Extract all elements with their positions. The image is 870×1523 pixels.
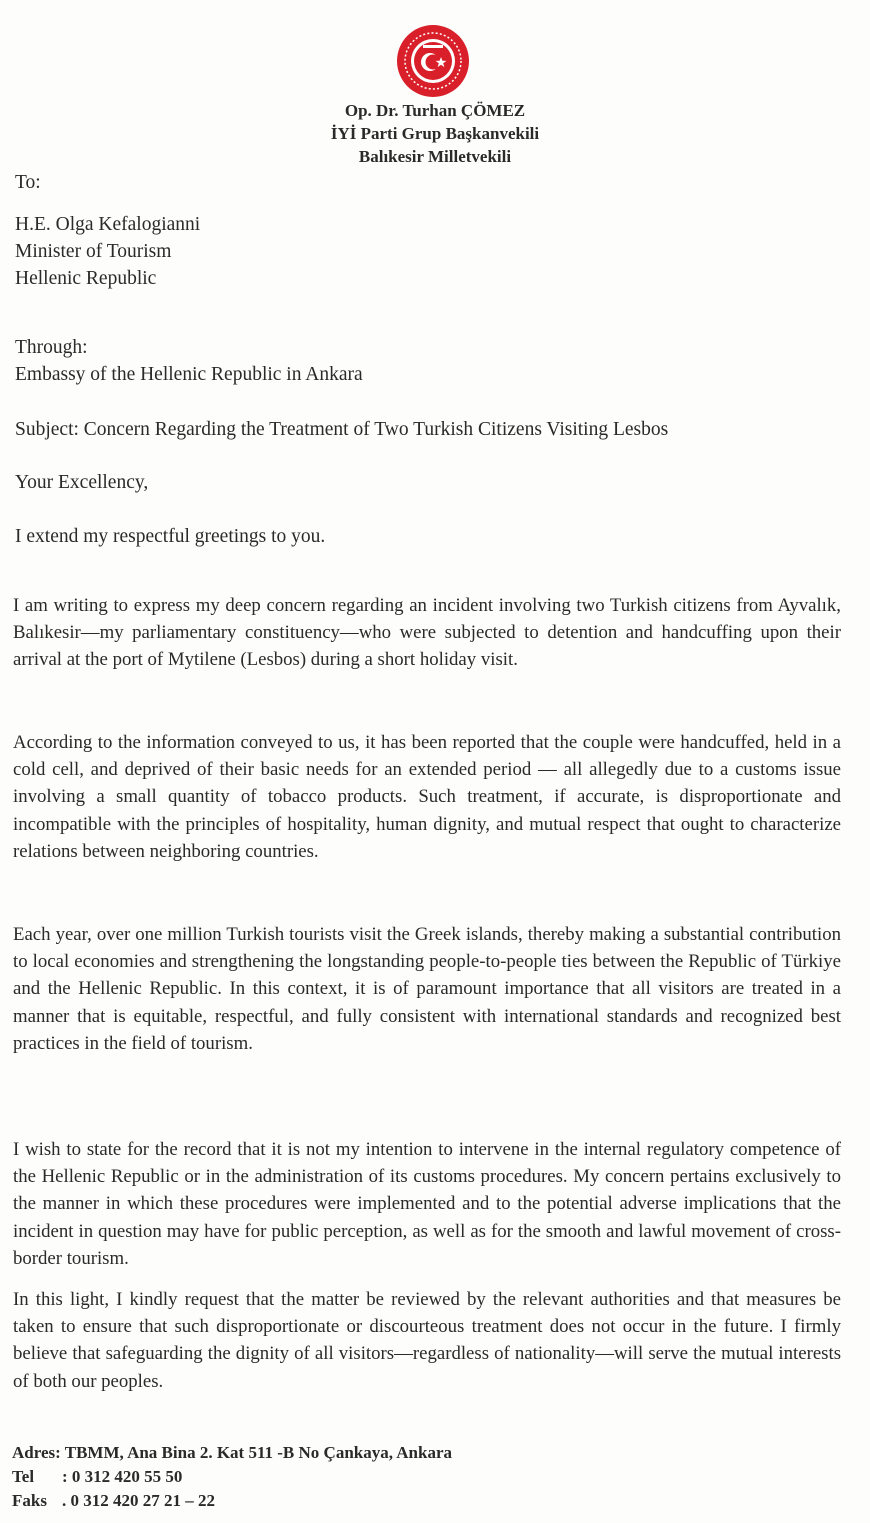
sender-constituency: Balıkesir Milletvekili <box>358 147 512 166</box>
recipient-title: Minister of Tourism <box>15 241 172 262</box>
greeting: I extend my respectful greetings to you. <box>15 526 326 547</box>
body-paragraph: I am writing to express my deep concern regarding an incident involving two Turkish citizens from Ayvalık, Balıkesir—my parliamentary constituency—who were subjected to detention and handcuffing upon their arrival at the port of Mytilene (Lesbos) during a short holiday visit. <box>13 595 841 671</box>
body-paragraph: Each year, over one million Turkish tourists visit the Greek islands, thereby making a substantial contribution to local economies and strengthening the longstanding people-to-people ties between the Republic of Türkiye and the Hellenic Republic. In this context, it is of paramount importance that all visitors are treated in a manner that is equitable, respectful, and fully consistent with international standards and recognized best practices in the field of tourism. <box>13 924 841 1054</box>
body-paragraph: According to the information conveyed to us, it has been reported that the couple were handcuffed, held in a cold cell, and deprived of their basic needs for an extended period — all allegedly due to a customs issue involving a small quantity of tobacco products. Such treatment, if accurate, is disproportionate and incompatible with the principles of hospitality, human dignity, and mutual respect that ought to characterize relations between neighboring countries. <box>13 732 841 862</box>
through-label: Through: <box>15 337 88 358</box>
parliament-seal-icon <box>396 24 470 98</box>
body-paragraph: I wish to state for the record that it is not my intention to intervene in the internal regulatory competence of the Hellenic Republic or in the administration of its customs procedures. My concern pertains exclusively to the manner in which these procedures were implemented and to the potential adverse implications that the incident in question may have for public perception, as well as for the smooth and lawful movement of cross-border tourism. <box>13 1139 841 1269</box>
through-embassy: Embassy of the Hellenic Republic in Ankara <box>15 364 363 385</box>
fax-number: . 0 312 420 27 21 – 22 <box>62 1491 215 1510</box>
tel-number: : 0 312 420 55 50 <box>62 1467 183 1486</box>
sender-role: İYİ Parti Grup Başkanvekili <box>330 124 540 143</box>
body-paragraph: In this light, I kindly request that the matter be reviewed by the relevant authorities and that measures be taken to ensure that such disproportionate or discourteous treatment does not occur in the future. I firmly believe that safeguarding the dignity of all visitors—regardless of nationality—will serve the mutual interests of both our peoples. <box>13 1289 841 1392</box>
to-label: To: <box>15 172 41 193</box>
subject-line: Subject: Concern Regarding the Treatment of Two Turkish Citizens Visiting Lesbos <box>15 419 669 440</box>
footer-fax <box>12 1489 215 1513</box>
sender-name: Op. Dr. Turhan ÇÖMEZ <box>344 101 526 120</box>
footer-tel <box>12 1465 182 1489</box>
footer-address: Adres: TBMM, Ana Bina 2. Kat 511 -B No Çankaya, Ankara <box>12 1443 453 1462</box>
tel-label: Tel <box>12 1467 35 1486</box>
recipient-name: H.E. Olga Kefalogianni <box>15 214 201 235</box>
fax-label: Faks <box>12 1491 47 1510</box>
recipient-country: Hellenic Republic <box>15 268 157 289</box>
salutation: Your Excellency, <box>15 472 149 493</box>
